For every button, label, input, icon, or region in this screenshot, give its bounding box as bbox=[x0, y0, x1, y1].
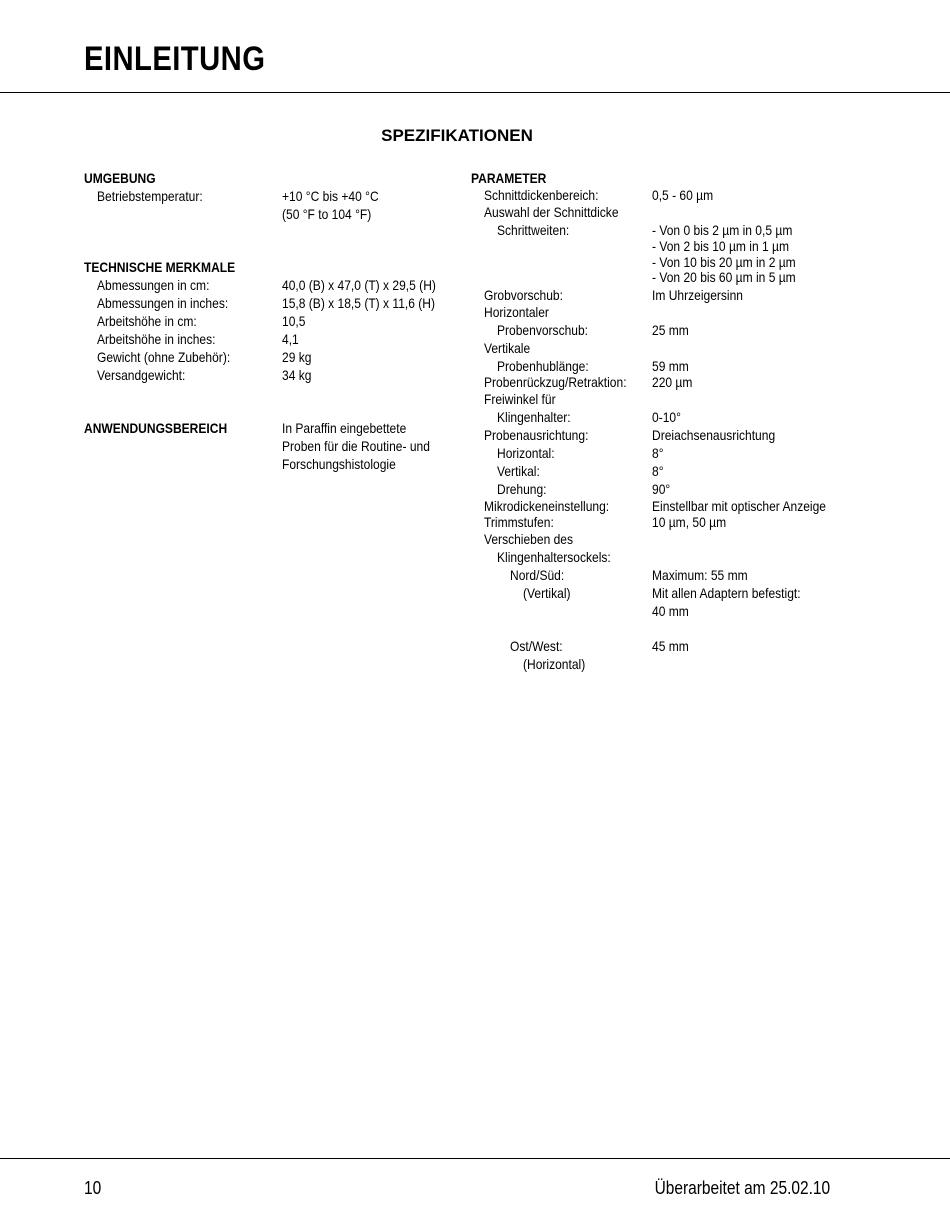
grobvorschub-label: Grobvorschub: bbox=[484, 287, 563, 303]
schrittweiten-label: Schrittweiten: bbox=[497, 222, 570, 238]
schrittweiten-value: - Von 0 bis 2 µm in 0,5 µm bbox=[652, 222, 793, 238]
vertikal-paren-label: (Vertikal) bbox=[523, 585, 571, 601]
drehung-value: 90° bbox=[652, 481, 671, 497]
section-title: SPEZIFIKATIONEN bbox=[381, 126, 533, 145]
anwendungsbereich-heading: ANWENDUNGSBEREICH bbox=[84, 420, 228, 436]
horizontal-paren-label: (Horizontal) bbox=[523, 656, 586, 672]
probenhublaenge-label: Probenhublänge: bbox=[497, 358, 589, 374]
anwendungsbereich-value: In Paraffin eingebettete bbox=[282, 420, 407, 436]
betriebstemperatur-value: +10 °C bis +40 °C bbox=[282, 188, 379, 204]
spec-label: Abmessungen in cm: bbox=[97, 277, 210, 293]
probenausrichtung-value: Dreiachsenausrichtung bbox=[652, 427, 776, 443]
spec-label: Arbeitshöhe in cm: bbox=[97, 313, 197, 329]
drehung-label: Drehung: bbox=[497, 481, 547, 497]
mikrodicke-label: Mikrodickeneinstellung: bbox=[484, 498, 610, 514]
spec-value: 10,5 bbox=[282, 313, 306, 329]
nord-sued-label: Nord/Süd: bbox=[510, 567, 565, 583]
horizontal-value: 8° bbox=[652, 445, 664, 461]
vertikal-label: Vertikal: bbox=[497, 463, 540, 479]
spec-value: 34 kg bbox=[282, 367, 312, 383]
klingenhalter-label: Klingenhalter: bbox=[497, 409, 571, 425]
probenhublaenge-value: 59 mm bbox=[652, 358, 689, 374]
schnittdickenbereich-label: Schnittdickenbereich: bbox=[484, 187, 599, 203]
spec-label: Versandgewicht: bbox=[97, 367, 186, 383]
parameter-heading: PARAMETER bbox=[471, 170, 547, 186]
nord-sued-value: Maximum: 55 mm bbox=[652, 567, 748, 583]
spec-value: 15,8 (B) x 18,5 (T) x 11,6 (H) bbox=[282, 295, 435, 311]
probenrueckzug-value: 220 µm bbox=[652, 374, 693, 390]
trimmstufen-label: Trimmstufen: bbox=[484, 514, 554, 530]
anwendungsbereich-value: Forschungshistologie bbox=[282, 456, 396, 472]
probenvorschub-value: 25 mm bbox=[652, 322, 689, 338]
freiwinkel-label: Freiwinkel für bbox=[484, 391, 556, 407]
page-title: EINLEITUNG bbox=[84, 40, 266, 78]
spec-value: 4,1 bbox=[282, 331, 299, 347]
spec-label: Abmessungen in inches: bbox=[97, 295, 229, 311]
anwendungsbereich-value: Proben für die Routine- und bbox=[282, 438, 430, 454]
spec-label: Arbeitshöhe in inches: bbox=[97, 331, 216, 347]
page-number: 10 bbox=[84, 1178, 102, 1198]
betriebstemperatur-label: Betriebstemperatur: bbox=[97, 188, 203, 204]
trimmstufen-value: 10 µm, 50 µm bbox=[652, 514, 727, 530]
ost-west-label: Ost/West: bbox=[510, 638, 563, 654]
ost-west-value: 45 mm bbox=[652, 638, 689, 654]
schrittweiten-value: - Von 20 bis 60 µm in 5 µm bbox=[652, 269, 796, 285]
revision-date: Überarbeitet am 25.02.10 bbox=[654, 1178, 830, 1198]
vertikale-label: Vertikale bbox=[484, 340, 531, 356]
technische-merkmale-heading: TECHNISCHE MERKMALE bbox=[84, 259, 236, 275]
probenausrichtung-label: Probenausrichtung: bbox=[484, 427, 589, 443]
schrittweiten-value: - Von 2 bis 10 µm in 1 µm bbox=[652, 238, 790, 254]
spec-label: Gewicht (ohne Zubehör): bbox=[97, 349, 231, 365]
header-divider bbox=[0, 92, 950, 93]
horizontaler-label: Horizontaler bbox=[484, 304, 549, 320]
betriebstemperatur-value-f: (50 °F to 104 °F) bbox=[282, 206, 372, 222]
probenrueckzug-label: Probenrückzug/Retraktion: bbox=[484, 374, 627, 390]
horizontal-label: Horizontal: bbox=[497, 445, 555, 461]
klingenhalter-value: 0-10° bbox=[652, 409, 681, 425]
probenvorschub-label: Probenvorschub: bbox=[497, 322, 589, 338]
vertikal-paren-value: Mit allen Adaptern befestigt: bbox=[652, 585, 801, 601]
grobvorschub-value: Im Uhrzeigersinn bbox=[652, 287, 744, 303]
vertikal-value: 8° bbox=[652, 463, 664, 479]
vertikal-paren-value: 40 mm bbox=[652, 603, 689, 619]
auswahl-label: Auswahl der Schnittdicke bbox=[484, 204, 619, 220]
spec-value: 29 kg bbox=[282, 349, 312, 365]
klingenhaltersockel-label: Klingenhaltersockels: bbox=[497, 549, 611, 565]
footer-divider bbox=[0, 1158, 950, 1159]
schrittweiten-value: - Von 10 bis 20 µm in 2 µm bbox=[652, 254, 796, 270]
schnittdickenbereich-value: 0,5 - 60 µm bbox=[652, 187, 714, 203]
mikrodicke-value: Einstellbar mit optischer Anzeige bbox=[652, 498, 827, 514]
spec-value: 40,0 (B) x 47,0 (T) x 29,5 (H) bbox=[282, 277, 436, 293]
umgebung-heading: UMGEBUNG bbox=[84, 170, 156, 186]
verschieben-label: Verschieben des bbox=[484, 531, 574, 547]
